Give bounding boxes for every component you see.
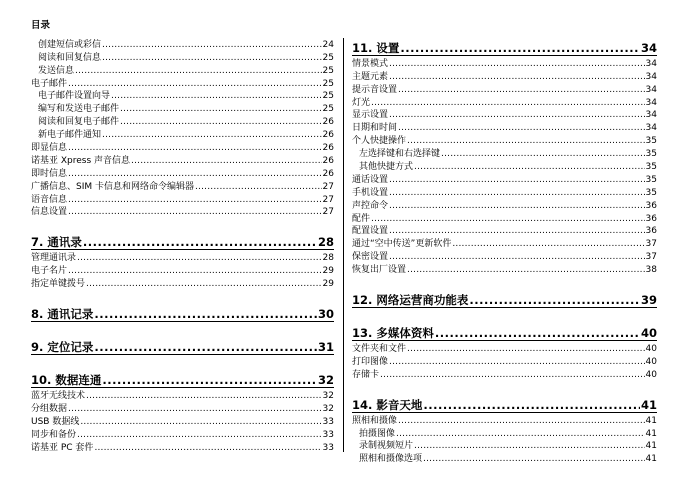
entry-title: 日期和时间 bbox=[352, 123, 398, 134]
dot-leader bbox=[68, 169, 322, 180]
page-number: 34 bbox=[645, 97, 657, 108]
entry-title: 指定单键拨号 bbox=[31, 279, 86, 290]
dot-leader bbox=[423, 454, 645, 465]
dot-leader bbox=[400, 41, 640, 55]
dot-leader bbox=[414, 162, 645, 173]
page-header-title: 目录 bbox=[31, 20, 51, 31]
entry-title: 电子邮件 bbox=[31, 78, 68, 89]
chapter-title: 8. 通讯记录 bbox=[31, 307, 94, 322]
page-number: 29 bbox=[322, 279, 334, 290]
page-number: 25 bbox=[322, 78, 334, 89]
section-gap bbox=[352, 309, 657, 323]
page-number: 26 bbox=[322, 155, 334, 166]
toc-chapter-heading[interactable] bbox=[31, 232, 334, 250]
toc-entry[interactable] bbox=[352, 355, 657, 368]
dot-leader bbox=[102, 53, 322, 64]
page-number: 25 bbox=[322, 65, 334, 76]
dot-leader bbox=[407, 265, 645, 276]
toc-entry[interactable] bbox=[31, 141, 334, 154]
page-number: 28 bbox=[322, 253, 334, 264]
entry-title: 保密设置 bbox=[352, 252, 389, 263]
chapter-title: 13. 多媒体资料 bbox=[352, 326, 434, 341]
dot-leader bbox=[389, 226, 645, 237]
dot-leader bbox=[389, 188, 645, 199]
toc-chapter-heading[interactable] bbox=[31, 304, 334, 322]
page-number: 39 bbox=[640, 293, 657, 308]
toc-entry[interactable] bbox=[31, 415, 334, 428]
dot-leader bbox=[86, 391, 322, 402]
toc-entry[interactable] bbox=[31, 441, 334, 454]
dot-leader bbox=[120, 104, 322, 115]
toc-entry[interactable] bbox=[352, 121, 657, 134]
page-number: 34 bbox=[640, 41, 657, 55]
page-number: 34 bbox=[645, 71, 657, 82]
page-number: 28 bbox=[317, 235, 334, 250]
dot-leader bbox=[75, 66, 322, 77]
entry-title: 通过“空中传送”更新软件 bbox=[352, 239, 452, 250]
toc-entry[interactable] bbox=[31, 38, 334, 51]
page-number: 35 bbox=[645, 149, 657, 160]
entry-title: 编写和发送电子邮件 bbox=[38, 104, 120, 115]
toc-entry[interactable] bbox=[352, 427, 657, 440]
entry-title: 录制视频短片 bbox=[359, 441, 414, 452]
page-number: 27 bbox=[322, 207, 334, 218]
entry-title: 打印图像 bbox=[352, 356, 389, 367]
toc-entry[interactable] bbox=[31, 51, 334, 64]
entry-title: 其他快捷方式 bbox=[359, 162, 414, 173]
dot-leader bbox=[389, 59, 645, 70]
dot-leader bbox=[68, 266, 322, 277]
entry-title: 电子名片 bbox=[31, 266, 68, 277]
dot-leader bbox=[102, 373, 317, 387]
toc-entry[interactable] bbox=[352, 109, 657, 122]
toc-entry[interactable] bbox=[352, 134, 657, 147]
page-number: 41 bbox=[645, 454, 657, 465]
page-number: 41 bbox=[640, 397, 657, 412]
toc-entry[interactable] bbox=[31, 90, 334, 103]
toc-entry[interactable] bbox=[31, 64, 334, 77]
page-number: 25 bbox=[322, 104, 334, 115]
page-number: 34 bbox=[645, 58, 657, 69]
dot-leader bbox=[94, 443, 321, 454]
page-number: 40 bbox=[645, 356, 657, 367]
toc-entry[interactable] bbox=[352, 173, 657, 186]
entry-title: USB 数据线 bbox=[31, 416, 80, 427]
dot-leader bbox=[371, 214, 645, 225]
toc-entry[interactable] bbox=[352, 186, 657, 199]
page-number: 27 bbox=[322, 194, 334, 205]
toc-entry[interactable] bbox=[352, 414, 657, 427]
page-number: 35 bbox=[645, 136, 657, 147]
page-number: 36 bbox=[645, 226, 657, 237]
entry-title: 分组数据 bbox=[31, 403, 68, 414]
page-number: 40 bbox=[645, 369, 657, 380]
toc-entry[interactable] bbox=[31, 167, 334, 180]
dot-leader bbox=[389, 357, 645, 368]
dot-leader bbox=[423, 398, 640, 412]
page-number: 32 bbox=[322, 391, 334, 402]
toc-entry[interactable] bbox=[352, 368, 657, 381]
entry-title: 信息设置 bbox=[31, 207, 68, 218]
toc-entry[interactable] bbox=[352, 440, 657, 453]
section-gap bbox=[31, 290, 334, 304]
chapter-title: 12. 网络运营商功能表 bbox=[352, 293, 469, 308]
dot-leader bbox=[435, 326, 640, 340]
page-number: 32 bbox=[322, 403, 334, 414]
chapter-title: 14. 影音天地 bbox=[352, 397, 423, 412]
dot-leader bbox=[398, 85, 645, 96]
toc-chapter-heading[interactable] bbox=[31, 370, 334, 388]
dot-leader bbox=[120, 117, 322, 128]
dot-leader bbox=[94, 340, 317, 354]
toc-chapter-heading[interactable] bbox=[352, 323, 657, 341]
page-number: 38 bbox=[645, 265, 657, 276]
dot-leader bbox=[94, 307, 317, 321]
page-number: 40 bbox=[640, 326, 657, 341]
entry-title: 即显信息 bbox=[31, 143, 68, 154]
toc-entry[interactable] bbox=[31, 428, 334, 441]
toc-entry[interactable] bbox=[352, 57, 657, 70]
entry-title: 存储卡 bbox=[352, 369, 380, 380]
toc-entry[interactable] bbox=[352, 452, 657, 465]
dot-leader bbox=[83, 235, 317, 249]
toc-entry[interactable] bbox=[352, 199, 657, 212]
toc-chapter-heading[interactable] bbox=[31, 337, 334, 355]
page-number: 33 bbox=[322, 416, 334, 427]
page-number: 41 bbox=[645, 428, 657, 439]
entry-title: 创建短信或彩信 bbox=[38, 39, 102, 50]
page-number: 26 bbox=[322, 130, 334, 141]
toc-entry[interactable] bbox=[31, 264, 334, 277]
entry-title: 配件 bbox=[352, 213, 371, 224]
entry-title: 同步和备份 bbox=[31, 429, 77, 440]
toc-chapter-heading[interactable] bbox=[352, 38, 657, 56]
entry-title: 手机设置 bbox=[352, 187, 389, 198]
entry-title: 主题元素 bbox=[352, 71, 389, 82]
dot-leader bbox=[380, 370, 645, 381]
entry-title: 诺基亚 Xpress 声音信息 bbox=[31, 155, 131, 166]
dot-leader bbox=[80, 417, 321, 428]
dot-leader bbox=[68, 195, 322, 206]
page-number: 31 bbox=[317, 340, 334, 355]
dot-leader bbox=[398, 416, 645, 427]
page-number: 35 bbox=[645, 187, 657, 198]
section-gap bbox=[352, 381, 657, 395]
entry-title: 阅读和回复电子邮件 bbox=[38, 117, 120, 128]
dot-leader bbox=[407, 136, 645, 147]
entry-title: 电子邮件设置向导 bbox=[38, 91, 111, 102]
page-number: 36 bbox=[645, 213, 657, 224]
entry-title: 广播信息、SIM 卡信息和网络命令编辑器 bbox=[31, 181, 194, 192]
column-divider bbox=[343, 38, 344, 452]
toc-entry[interactable] bbox=[352, 83, 657, 96]
dot-leader bbox=[407, 344, 645, 355]
toc-entry[interactable] bbox=[31, 115, 334, 128]
page-number: 41 bbox=[645, 441, 657, 452]
page-number: 34 bbox=[645, 110, 657, 121]
section-gap bbox=[352, 276, 657, 290]
toc-entry[interactable] bbox=[31, 180, 334, 193]
page-number: 35 bbox=[645, 174, 657, 185]
entry-title: 照相和摄像 bbox=[352, 415, 398, 426]
page-number: 35 bbox=[645, 162, 657, 173]
section-gap bbox=[31, 218, 334, 232]
chapter-title: 9. 定位记录 bbox=[31, 340, 94, 355]
page-number: 36 bbox=[645, 200, 657, 211]
entry-title: 即时信息 bbox=[31, 168, 68, 179]
toc-entry[interactable] bbox=[31, 251, 334, 264]
entry-title: 发送信息 bbox=[38, 65, 75, 76]
entry-title: 声控命令 bbox=[352, 200, 389, 211]
toc-left-column bbox=[31, 38, 334, 454]
entry-title: 拍摄图像 bbox=[359, 428, 396, 439]
page-number: 29 bbox=[322, 266, 334, 277]
toc-entry[interactable] bbox=[352, 250, 657, 263]
section-gap bbox=[31, 356, 334, 370]
toc-chapter-heading[interactable] bbox=[352, 395, 657, 413]
dot-leader bbox=[68, 143, 322, 154]
dot-leader bbox=[389, 252, 645, 263]
entry-title: 灯光 bbox=[352, 97, 371, 108]
dot-leader bbox=[396, 429, 645, 440]
toc-entry[interactable] bbox=[31, 102, 334, 115]
entry-title: 新电子邮件通知 bbox=[38, 130, 102, 141]
toc-entry[interactable] bbox=[31, 128, 334, 141]
page-number: 26 bbox=[322, 168, 334, 179]
dot-leader bbox=[77, 253, 322, 264]
toc-entry[interactable] bbox=[352, 160, 657, 173]
page-number: 41 bbox=[645, 415, 657, 426]
dot-leader bbox=[452, 239, 644, 250]
toc-entry[interactable] bbox=[352, 342, 657, 355]
entry-title: 个人快捷操作 bbox=[352, 136, 407, 147]
section-gap bbox=[31, 323, 334, 337]
dot-leader bbox=[414, 441, 645, 452]
page-number: 26 bbox=[322, 117, 334, 128]
toc-entry[interactable] bbox=[352, 147, 657, 160]
dot-leader bbox=[131, 156, 322, 167]
entry-title: 提示音设置 bbox=[352, 84, 398, 95]
dot-leader bbox=[398, 123, 645, 134]
dot-leader bbox=[195, 182, 322, 193]
page-number: 30 bbox=[317, 307, 334, 322]
page-number: 40 bbox=[645, 344, 657, 355]
page-number: 25 bbox=[322, 91, 334, 102]
page-number: 34 bbox=[645, 84, 657, 95]
page-number: 25 bbox=[322, 52, 334, 63]
dot-leader bbox=[389, 175, 645, 186]
chapter-title: 11. 设置 bbox=[352, 41, 400, 55]
dot-leader bbox=[469, 293, 640, 307]
entry-title: 文件夹和文件 bbox=[352, 344, 407, 355]
toc-entry[interactable] bbox=[31, 193, 334, 206]
dot-leader bbox=[441, 149, 645, 160]
page-number: 27 bbox=[322, 181, 334, 192]
entry-title: 恢复出厂设置 bbox=[352, 265, 407, 276]
dot-leader bbox=[389, 72, 645, 83]
entry-title: 管理通讯录 bbox=[31, 253, 77, 264]
chapter-title: 7. 通讯录 bbox=[31, 235, 82, 250]
toc-entry[interactable] bbox=[352, 70, 657, 83]
page-number: 34 bbox=[645, 123, 657, 134]
dot-leader bbox=[389, 201, 645, 212]
dot-leader bbox=[102, 130, 322, 141]
toc-entry[interactable] bbox=[352, 263, 657, 276]
entry-title: 诺基亚 PC 套件 bbox=[31, 442, 94, 453]
chapter-title: 10. 数据连通 bbox=[31, 373, 102, 388]
toc-entry[interactable] bbox=[31, 389, 334, 402]
page-number: 33 bbox=[322, 442, 334, 453]
entry-title: 显示设置 bbox=[352, 110, 389, 121]
toc-chapter-heading[interactable] bbox=[352, 290, 657, 308]
dot-leader bbox=[102, 40, 322, 51]
page-number: 33 bbox=[322, 429, 334, 440]
page-number: 26 bbox=[322, 143, 334, 154]
dot-leader bbox=[68, 404, 322, 415]
dot-leader bbox=[371, 98, 645, 109]
entry-title: 阅读和回复信息 bbox=[38, 52, 102, 63]
toc-entry[interactable] bbox=[352, 237, 657, 250]
entry-title: 通话设置 bbox=[352, 174, 389, 185]
dot-leader bbox=[86, 279, 322, 290]
toc-entry[interactable] bbox=[31, 277, 334, 290]
page-number: 32 bbox=[317, 373, 334, 388]
entry-title: 配置设置 bbox=[352, 226, 389, 237]
entry-title: 蓝牙无线技术 bbox=[31, 391, 86, 402]
dot-leader bbox=[389, 110, 645, 121]
toc-entry[interactable] bbox=[352, 96, 657, 109]
entry-title: 照相和摄像选项 bbox=[359, 454, 423, 465]
page-number: 24 bbox=[322, 39, 334, 50]
toc-right-column bbox=[352, 38, 657, 465]
dot-leader bbox=[111, 91, 322, 102]
entry-title: 情景模式 bbox=[352, 58, 389, 69]
toc-entry[interactable] bbox=[31, 402, 334, 415]
page-number: 37 bbox=[645, 252, 657, 263]
entry-title: 语音信息 bbox=[31, 194, 68, 205]
page-number: 37 bbox=[645, 239, 657, 250]
toc-entry[interactable] bbox=[352, 212, 657, 225]
toc-entry[interactable] bbox=[31, 77, 334, 90]
dot-leader bbox=[77, 430, 322, 441]
dot-leader bbox=[68, 79, 322, 90]
toc-entry[interactable] bbox=[31, 154, 334, 167]
toc-entry[interactable] bbox=[31, 206, 334, 219]
entry-title: 左选择键和右选择键 bbox=[359, 149, 441, 160]
dot-leader bbox=[68, 207, 322, 218]
toc-entry[interactable] bbox=[352, 225, 657, 238]
